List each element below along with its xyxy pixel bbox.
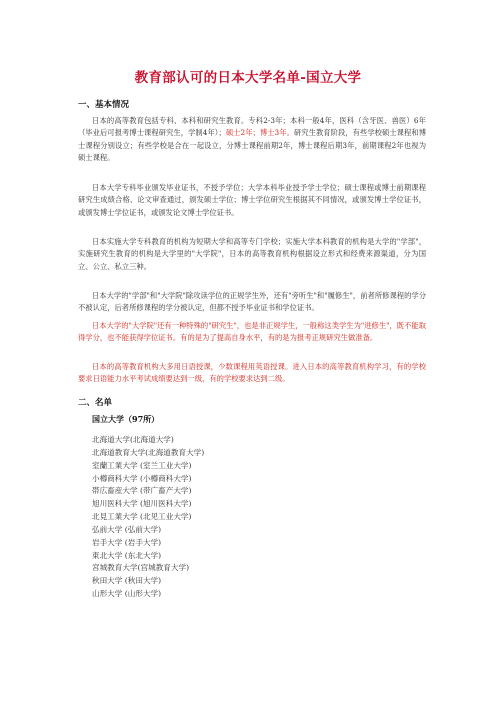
page-title: 教育部认可的日本大学名单-国立大学 [134, 70, 362, 86]
section-heading-basic: 一、基本情况 [78, 100, 130, 110]
paragraph-degrees: 日本大学专科毕业颁发毕业证书，不授予学位；大学本科毕业授予学士学位；硕士课程或博士前期课程研究生成绩合格、论文审查通过，颁发硕士学位；博士学位研究生根据其不同情况，或颁发博士学位证书，或颁发博士学位证书，或颁发论文博士学位证书。 [78, 183, 426, 217]
paragraph-text: 研究生教育阶段，有些学校硕士课程和博士课程分别设立；有些学校是合在一起设立，分博士课程前期2年，博士课程后期3年，前期课程2年也视为硕士课程。 [78, 128, 426, 162]
university-item: 秋田大学 (秋田大学) [92, 576, 162, 586]
university-item: 北海道大学(北海道大学) [92, 435, 174, 444]
university-list [92, 434, 204, 601]
subheading-national-universities: 国立大学（97所） [92, 414, 160, 424]
university-item: 小樽商科大学 (小樽商科大学) [92, 473, 192, 483]
paragraph-research-students: 日本大学的"大学院"还有一种特殊的"研究生"，也是非正规学生，一般称这类学生为"进修生"，既不能取得学分，也不能获得学位证书。有的是为了提高自身水平，有的是为报考正规研究生做准备。 [78, 321, 426, 343]
paragraph-institutions: 日本实施大学专科教育的机构为短期大学和高等专门学校；实施大学本科教育的机构是大学的"学部"，实施研究生教育的机构是大学里的"大学院"，日本的高等教育机构根据设立形式和经费来源渠道，分为国立、公立、私立三种。 [78, 237, 426, 271]
university-item: 北見工業大学 (北见工业大学) [92, 512, 192, 522]
university-item: 北海道教育大学(北海道教育大学) [92, 447, 205, 457]
university-item: 東北大学 (东北大学) [92, 550, 162, 560]
university-item: 旭川医科大学 (旭川医科大学) [92, 499, 192, 509]
university-item: 山形大学 (山形大学) [92, 589, 162, 599]
section-heading-list: 二、名单 [78, 398, 113, 408]
university-item: 岩手大学 (岩手大学) [92, 537, 162, 547]
paragraph-text: 日本的高等教育包括专科、本科和研究生教育。专科2-3年；本科一般4年，医科（含牙医、兽医）6年（毕业后可报考博士课程研究生，学制4年）； [78, 116, 426, 138]
highlighted-text: 硕士2年；博士3年。 [225, 128, 294, 138]
university-item: 帯広畜産大学 (带广畜产大学) [92, 486, 192, 496]
paragraph-language-requirements: 日本的高等教育机构大多用日语授课，少数课程用英语授课。进入日本的高等教育机构学习，有的学校要求日语能力水平考试成绩要达到一级，有的学校要求达到二级。 [78, 362, 426, 384]
university-item: 宮城教育大学(宫城教育大学) [92, 563, 190, 573]
university-item: 弘前大学 (弘前大学) [92, 524, 162, 534]
university-item: 室蘭工業大学 (室兰工业大学) [92, 460, 192, 470]
paragraph-education-system [78, 115, 426, 164]
paragraph-student-types: 日本大学的"学部"和"大学院"除攻读学位的正规学生外，还有"旁听生"和"履修生"，前者所修课程的学分不被认定，后者所修课程的学分被认定，但都不授予毕业证书和学位证书。 [78, 291, 426, 313]
